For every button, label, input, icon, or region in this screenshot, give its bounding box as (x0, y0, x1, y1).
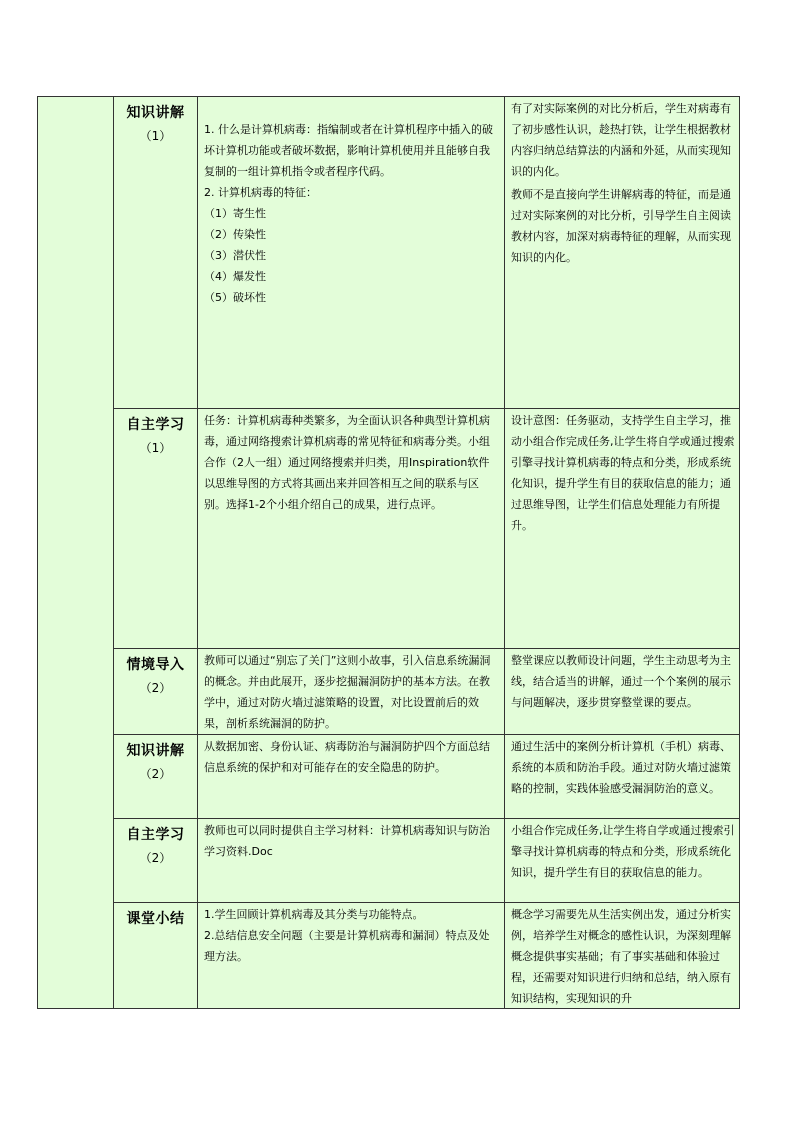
intent-cell (505, 903, 740, 1009)
intent-cell (505, 819, 740, 903)
intent-cell (505, 649, 740, 735)
stage-number: （2） (139, 767, 172, 781)
stage-cell (114, 819, 198, 903)
content-cell (198, 409, 505, 649)
stage-cell (114, 409, 198, 649)
stage-number: （1） (139, 441, 172, 455)
stage-title: 自主学习 (126, 417, 185, 433)
lesson-plan-table (37, 96, 740, 1009)
design-intent-part: 设计意图：任务驱动，支持学生自主学习，推动小组合作完成任务,让学生将自学或通过搜索引擎寻找计算机病毒的特点和分类，形成系统化知识，提升学生有目的获取信息的能力；通过思维导图，让学生们信息处理能力有所提升。 (511, 414, 735, 532)
design-intent-part: 教师不是直接向学生讲解病毒的特征，而是通过对实际案例的对比分析，引导学生自主阅读教材内容，加深对病毒特征的理解，从而实现知识的内化。 (511, 188, 731, 264)
table-row (38, 903, 740, 1009)
content-cell (198, 819, 505, 903)
stage-cell (114, 649, 198, 735)
stage-title: 情境导入 (126, 657, 185, 673)
table-row (38, 649, 740, 735)
design-intent-part: 整堂课应以教师设计问题，学生主动思考为主线，结合适当的讲解，通过一个个案例的展示与问题解决，逐步贯穿整堂课的要点。 (511, 654, 731, 709)
design-intent-part: 通过生活中的案例分析计算机（手机）病毒、系统的本质和防治手段。通过对防火墙过滤策略的控制，实践体验感受漏洞防治的意义。 (511, 740, 731, 795)
intent-cell (505, 97, 740, 409)
design-intent-part: 有了对实际案例的对比分析后，学生对病毒有了初步感性认识，趁热打铁，让学生根据教材内容归纳总结算法的内涵和外延，从而实现知识的内化。 (511, 102, 731, 178)
intent-cell (505, 735, 740, 819)
content-cell (198, 735, 505, 819)
table-row (38, 409, 740, 649)
teaching-content: 从数据加密、身份认证、病毒防治与漏洞防护四个方面总结信息系统的保护和对可能存在的安全隐患的防护。 (204, 740, 490, 774)
content-cell (198, 903, 505, 1009)
stage-number: （2） (139, 851, 172, 865)
table-row (38, 735, 740, 819)
stage-title: 知识讲解 (126, 743, 185, 759)
teaching-content: 1. 什么是计算机病毒：指编制或者在计算机程序中插入的破坏计算机功能或者破坏数据，影响计算机使用并且能够自我复制的一组计算机指令或者程序代码。 2. 计算机病毒的特征： （1）寄生性 （2）传染性 （3）潜伏性 （4）爆发性 （5）破坏性 (204, 123, 493, 304)
stage-number: （1） (139, 129, 172, 143)
teaching-content: 教师可以通过“别忘了关门”这则小故事，引入信息系统漏洞的概念。并由此展开，逐步挖掘漏洞防护的基本方法。在教学中，通过对防火墙过滤策略的设置，对比设置前后的效果，剖析系统漏洞的防护。 (204, 654, 491, 730)
table-row (38, 97, 740, 409)
stage-title: 知识讲解 (126, 105, 185, 121)
stage-title: 自主学习 (126, 827, 185, 843)
stage-cell (114, 903, 198, 1009)
stage-cell (114, 735, 198, 819)
stage-number: （2） (139, 681, 172, 695)
design-intent-part: 小组合作完成任务,让学生将自学或通过搜索引擎寻找计算机病毒的特点和分类，形成系统化知识，提升学生有目的获取信息的能力。 (511, 824, 735, 879)
teaching-content: 任务：计算机病毒种类繁多，为全面认识各种典型计算机病毒，通过网络搜索计算机病毒的常见特征和病毒分类。小组合作（2人一组）通过网络搜索并归类，用Inspiration软件以思维导图的方式将其画出来并回答相互之间的联系与区别。选择1-2个小组介绍自己的成果，进行点评。 (204, 414, 490, 511)
intent-cell (505, 409, 740, 649)
content-cell (198, 97, 505, 409)
table-row (38, 819, 740, 903)
stage-title: 课堂小结 (126, 911, 185, 927)
stage-cell (114, 97, 198, 409)
empty-stage-column (38, 97, 114, 1009)
design-intent-part: 概念学习需要先从生活实例出发，通过分析实例，培养学生对概念的感性认识，为深刻理解概念提供事实基础；有了事实基础和体验过程，还需要对知识进行归纳和总结，纳入原有知识结构，实现知识的升 (511, 908, 731, 1005)
teaching-content: 1.学生回顾计算机病毒及其分类与功能特点。 2.总结信息安全问题（主要是计算机病毒和漏洞）特点及处理方法。 (204, 908, 490, 963)
content-cell (198, 649, 505, 735)
teaching-content: 教师也可以同时提供自主学习材料：计算机病毒知识与防治学习资料.Doc (204, 824, 490, 858)
